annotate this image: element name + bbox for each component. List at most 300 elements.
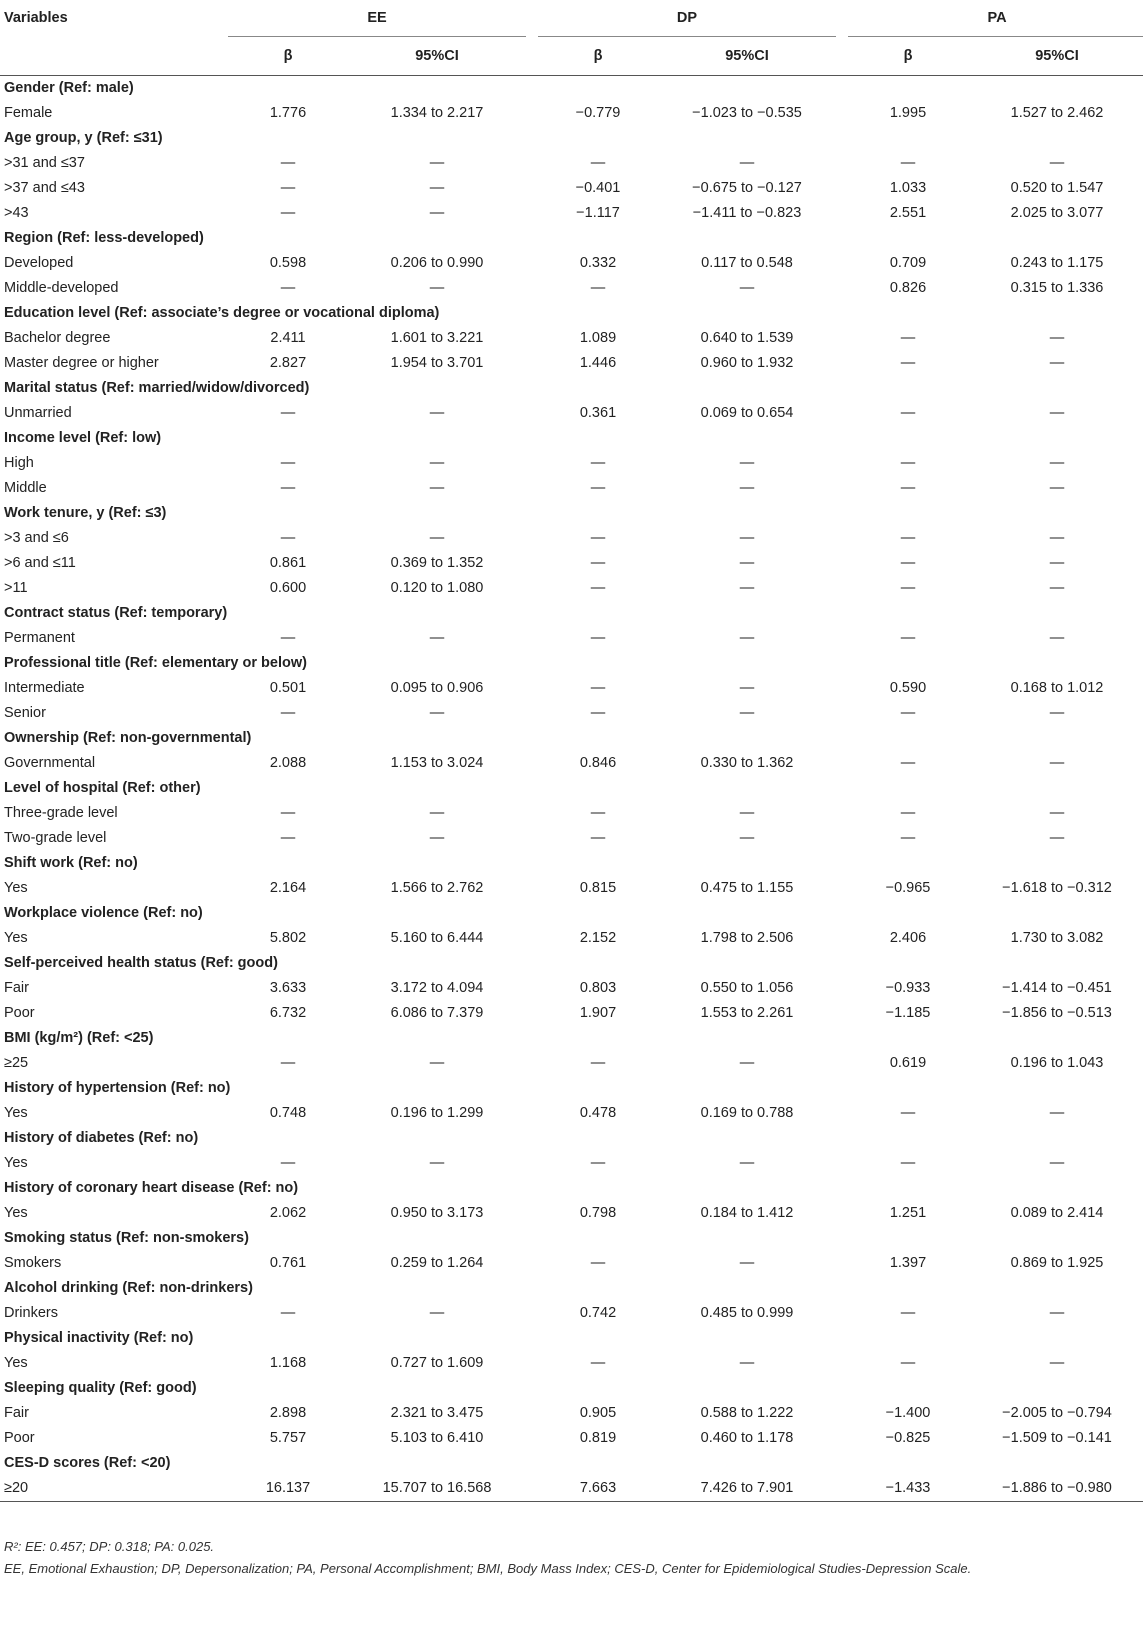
ee-beta-cell: —	[280, 805, 296, 821]
ee-ci-cell: 1.153 to 3.024	[390, 755, 484, 771]
dp-beta-cell: 7.663	[538, 1476, 658, 1502]
table-row	[0, 576, 1143, 601]
table-row	[0, 351, 1143, 376]
category-label: Education level (Ref: associate’s degree or vocational diploma)	[4, 305, 440, 321]
dp-ci-cell: 7.426 to 7.901	[658, 1476, 836, 1502]
table-row	[0, 201, 1143, 226]
dp-ci-cell: 0.184 to 1.412	[700, 1205, 794, 1221]
category-label: Smoking status (Ref: non-smokers)	[4, 1230, 249, 1246]
category-label: CES-D scores (Ref: <20)	[4, 1455, 171, 1471]
ee-ci-cell: 1.334 to 2.217	[390, 105, 484, 121]
ee-beta-cell: —	[280, 405, 296, 421]
sub-header-row	[0, 37, 1143, 76]
pa-beta-cell: 0.590	[889, 680, 927, 696]
pa-beta-cell: −1.433	[848, 1476, 968, 1502]
category-row	[0, 376, 1143, 401]
category-row	[0, 426, 1143, 451]
pa-ci-cell: 0.520 to 1.547	[1010, 180, 1104, 196]
dp-ci-cell: —	[739, 530, 755, 546]
dp-beta-cell: 1.089	[579, 330, 617, 346]
ee-ci-cell: 0.196 to 1.299	[390, 1105, 484, 1121]
ee-beta-cell: 0.748	[269, 1105, 307, 1121]
table-row	[0, 826, 1143, 851]
pa-ci-cell: —	[1049, 1105, 1065, 1121]
ee-ci-cell: —	[429, 180, 445, 196]
row-label: Bachelor degree	[4, 330, 111, 346]
row-label: Senior	[4, 705, 46, 721]
dp-beta-cell: −0.779	[575, 105, 621, 121]
pa-beta-cell: —	[900, 355, 916, 371]
dp-beta-cell: —	[590, 830, 606, 846]
pa-ci-cell: —	[1049, 580, 1065, 596]
dp-beta-cell: 0.798	[579, 1205, 617, 1221]
table-row	[0, 1201, 1143, 1226]
dp-beta-cell: 0.846	[579, 755, 617, 771]
table-row	[0, 151, 1143, 176]
pa-ci-cell: −1.414 to −0.451	[1002, 980, 1112, 996]
ee-beta-cell: 2.411	[270, 330, 306, 346]
pa-ci-cell: —	[1049, 480, 1065, 496]
pa-beta-cell: —	[900, 455, 916, 471]
row-label: ≥20	[0, 1476, 228, 1502]
pa-ci-cell: 1.527 to 2.462	[1010, 105, 1104, 121]
dp-ci-cell: —	[739, 1155, 755, 1171]
pa-ci-cell: −1.618 to −0.312	[1002, 880, 1112, 896]
row-label: Yes	[4, 930, 28, 946]
category-row	[0, 601, 1143, 626]
dp-ci-cell: —	[739, 1055, 755, 1071]
pa-ci-cell: —	[1049, 455, 1065, 471]
dp-beta-cell: 0.819	[579, 1430, 617, 1446]
row-label: Middle	[4, 480, 47, 496]
pa-ci-cell: 0.315 to 1.336	[1010, 280, 1104, 296]
dp-ci-cell: −1.411 to −0.823	[692, 205, 802, 221]
ee-beta-cell: —	[280, 830, 296, 846]
row-label: >11	[4, 580, 28, 596]
pa-beta-cell: —	[900, 155, 916, 171]
dp-ci-cell: 1.798 to 2.506	[700, 930, 794, 946]
row-label: High	[4, 455, 34, 471]
row-label: >31 and ≤37	[4, 155, 85, 171]
ee-beta-cell: 0.861	[269, 555, 307, 571]
ee-beta-cell: 3.633	[269, 980, 307, 996]
row-label: >6 and ≤11	[4, 555, 76, 571]
ee-beta-cell: —	[280, 280, 296, 296]
pa-ci-cell: —	[1049, 555, 1065, 571]
dp-beta-cell: —	[590, 155, 606, 171]
table-row	[0, 1151, 1143, 1176]
ee-beta-cell: —	[280, 180, 296, 196]
pa-ci-cell: —	[1049, 755, 1065, 771]
dp-beta-cell: 0.742	[579, 1305, 617, 1321]
ee-beta-cell: 2.088	[269, 755, 307, 771]
ee-beta-cell: 0.501	[269, 680, 307, 696]
ee-ci-cell: —	[429, 1155, 445, 1171]
category-row	[0, 776, 1143, 801]
row-label: ≥25	[4, 1055, 29, 1071]
table-row	[0, 1476, 1143, 1502]
category-row	[0, 1276, 1143, 1301]
category-label: Physical inactivity (Ref: no)	[4, 1330, 194, 1346]
pa-ci-cell: —	[1049, 705, 1065, 721]
dp-ci-cell: 0.169 to 0.788	[700, 1105, 794, 1121]
dp-ci-cell: 1.553 to 2.261	[700, 1005, 794, 1021]
category-label: History of coronary heart disease (Ref: no)	[4, 1180, 299, 1196]
row-label: Master degree or higher	[4, 355, 159, 371]
pa-beta-cell: −1.400	[885, 1405, 931, 1421]
dp-beta-cell: —	[590, 455, 606, 471]
pa-ci-cell: −2.005 to −0.794	[1002, 1405, 1112, 1421]
row-label: Two-grade level	[4, 830, 107, 846]
dp-ci-cell: —	[739, 580, 755, 596]
dp-ci-cell: —	[739, 280, 755, 296]
ee-beta-cell: 1.168	[269, 1355, 307, 1371]
row-label: >43	[4, 205, 29, 221]
ee-ci-cell: 6.086 to 7.379	[390, 1005, 484, 1021]
ee-beta-cell: —	[280, 155, 296, 171]
table-row	[0, 801, 1143, 826]
ee-beta-cell: 2.062	[269, 1205, 307, 1221]
table-row	[0, 926, 1143, 951]
row-label: Permanent	[4, 630, 75, 646]
category-row	[0, 1176, 1143, 1201]
dp-beta-cell: −0.401	[575, 180, 621, 196]
category-label: Shift work (Ref: no)	[4, 855, 138, 871]
category-row	[0, 651, 1143, 676]
dp-beta-cell: —	[590, 805, 606, 821]
ee-ci-cell: 2.321 to 3.475	[390, 1405, 484, 1421]
ee-beta-cell: 5.757	[269, 1430, 307, 1446]
ee-beta-cell: —	[280, 205, 296, 221]
row-label: >3 and ≤6	[4, 530, 69, 546]
category-label: Contract status (Ref: temporary)	[4, 605, 228, 621]
ee-ci-cell: —	[429, 405, 445, 421]
pa-ci-cell: 2.025 to 3.077	[1010, 205, 1104, 221]
pa-ci-cell: −1.509 to −0.141	[1002, 1430, 1112, 1446]
row-label: Developed	[4, 255, 74, 271]
ee-beta-cell: —	[280, 1055, 296, 1071]
pa-ci-cell: —	[1049, 630, 1065, 646]
dp-ci-header: 95%CI	[658, 37, 836, 76]
dp-beta-cell: 0.478	[579, 1105, 617, 1121]
table-row	[0, 401, 1143, 426]
pa-beta-cell: —	[900, 705, 916, 721]
table-row	[0, 526, 1143, 551]
category-label: BMI (kg/m²) (Ref: <25)	[4, 1030, 154, 1046]
dp-ci-cell: 0.588 to 1.222	[700, 1405, 794, 1421]
dp-beta-cell: —	[590, 280, 606, 296]
dp-ci-cell: —	[739, 1355, 755, 1371]
table-row	[0, 276, 1143, 301]
pa-beta-cell: 1.251	[889, 1205, 927, 1221]
dp-beta-cell: 0.815	[579, 880, 617, 896]
ee-ci-cell: 0.369 to 1.352	[390, 555, 484, 571]
ee-beta-cell: 16.137	[228, 1476, 348, 1502]
ee-ci-cell: 0.950 to 3.173	[390, 1205, 484, 1221]
category-row	[0, 126, 1143, 151]
ee-beta-cell: 5.802	[269, 930, 307, 946]
dp-beta-cell: 2.152	[579, 930, 617, 946]
dp-ci-cell: —	[739, 480, 755, 496]
category-row	[0, 1451, 1143, 1476]
dp-ci-cell: —	[739, 455, 755, 471]
dp-beta-cell: —	[590, 680, 606, 696]
table-row	[0, 451, 1143, 476]
dp-beta-cell: 0.361	[579, 405, 617, 421]
row-label: Drinkers	[4, 1305, 58, 1321]
dp-beta-cell: —	[590, 630, 606, 646]
pa-ci-cell: 0.243 to 1.175	[1010, 255, 1104, 271]
row-label: Female	[4, 105, 53, 121]
category-label: Alcohol drinking (Ref: non-drinkers)	[4, 1280, 253, 1296]
dp-beta-cell: —	[590, 1055, 606, 1071]
pa-ci-cell: —	[1049, 355, 1065, 371]
dp-ci-cell: 0.330 to 1.362	[700, 755, 794, 771]
ee-ci-cell: 5.103 to 6.410	[390, 1430, 484, 1446]
row-label: Fair	[4, 1405, 29, 1421]
ee-ci-cell: 0.727 to 1.609	[390, 1355, 484, 1371]
row-label: Unmarried	[4, 405, 72, 421]
category-row	[0, 1326, 1143, 1351]
ee-ci-cell: —	[429, 280, 445, 296]
table-row	[0, 476, 1143, 501]
pa-ci-cell: —	[1049, 330, 1065, 346]
pa-beta-cell: —	[900, 405, 916, 421]
dp-ci-cell: −0.675 to −0.127	[692, 180, 802, 196]
pa-beta-cell: 1.033	[889, 180, 927, 196]
dp-beta-cell: 1.907	[579, 1005, 617, 1021]
pa-beta-cell: —	[900, 330, 916, 346]
category-row	[0, 901, 1143, 926]
dp-ci-cell: —	[739, 1255, 755, 1271]
table-row	[0, 1426, 1143, 1451]
row-label: Yes	[4, 1355, 28, 1371]
dp-ci-cell: —	[739, 830, 755, 846]
table-row	[0, 1401, 1143, 1426]
pa-ci-cell: −1.856 to −0.513	[1002, 1005, 1112, 1021]
ee-ci-cell: 15.707 to 16.568	[348, 1476, 526, 1502]
category-row	[0, 1126, 1143, 1151]
category-label: Work tenure, y (Ref: ≤3)	[4, 505, 167, 521]
ee-ci-cell: 1.601 to 3.221	[390, 330, 484, 346]
dp-ci-cell: —	[739, 705, 755, 721]
ee-ci-cell: —	[429, 530, 445, 546]
dp-beta-cell: —	[590, 1355, 606, 1371]
ee-ci-cell: —	[429, 155, 445, 171]
dp-beta-header: β	[538, 37, 658, 76]
category-row	[0, 1226, 1143, 1251]
pa-beta-cell: —	[900, 530, 916, 546]
table-row	[0, 101, 1143, 126]
ee-beta-cell: 0.598	[269, 255, 307, 271]
dp-ci-cell: —	[739, 555, 755, 571]
dp-beta-cell: —	[590, 1155, 606, 1171]
pa-beta-cell: —	[900, 830, 916, 846]
pa-beta-cell: —	[900, 1355, 916, 1371]
dp-beta-cell: 0.803	[579, 980, 617, 996]
row-label: Yes	[4, 880, 28, 896]
table-row	[0, 1001, 1143, 1026]
ee-ci-cell: 5.160 to 6.444	[390, 930, 484, 946]
table-row	[0, 751, 1143, 776]
dp-ci-cell: 0.640 to 1.539	[700, 330, 794, 346]
category-label: Sleeping quality (Ref: good)	[4, 1380, 197, 1396]
pa-beta-cell: 1.995	[889, 105, 927, 121]
pa-ci-cell: 1.730 to 3.082	[1010, 930, 1104, 946]
pa-beta-cell: —	[900, 630, 916, 646]
pa-beta-cell: 2.406	[889, 930, 927, 946]
category-label: Marital status (Ref: married/widow/divorced)	[4, 380, 310, 396]
category-label: Workplace violence (Ref: no)	[4, 905, 203, 921]
pa-ci-cell: —	[1049, 155, 1065, 171]
table-footnotes	[4, 1536, 1134, 1580]
pa-ci-cell: —	[1049, 1155, 1065, 1171]
table-row	[0, 176, 1143, 201]
ee-ci-cell: 1.566 to 2.762	[390, 880, 484, 896]
pa-beta-cell: −1.185	[885, 1005, 931, 1021]
pa-ci-cell: 0.089 to 2.414	[1010, 1205, 1104, 1221]
pa-beta-cell: —	[900, 480, 916, 496]
dp-beta-cell: —	[590, 1255, 606, 1271]
dp-ci-cell: 0.550 to 1.056	[700, 980, 794, 996]
group-header-row	[0, 0, 1143, 37]
ee-ci-cell: 0.206 to 0.990	[390, 255, 484, 271]
table-row	[0, 551, 1143, 576]
row-label: Poor	[4, 1005, 35, 1021]
ee-beta-cell: —	[280, 630, 296, 646]
pa-beta-cell: 0.826	[889, 280, 927, 296]
ee-ci-cell: 3.172 to 4.094	[390, 980, 484, 996]
row-label: Three-grade level	[4, 805, 118, 821]
ee-ci-cell: —	[429, 455, 445, 471]
pa-beta-cell: 0.709	[889, 255, 927, 271]
row-label: Fair	[4, 980, 29, 996]
table-row	[0, 976, 1143, 1001]
row-label: Yes	[4, 1205, 28, 1221]
ee-ci-cell: —	[429, 805, 445, 821]
table-row	[0, 876, 1143, 901]
category-row	[0, 301, 1143, 326]
ee-ci-cell: 0.120 to 1.080	[390, 580, 484, 596]
row-label: Intermediate	[4, 680, 85, 696]
category-label: History of diabetes (Ref: no)	[4, 1130, 199, 1146]
pa-ci-cell: 0.869 to 1.925	[1010, 1255, 1104, 1271]
table-row	[0, 1051, 1143, 1076]
pa-group-header: PA	[848, 0, 1143, 37]
ee-group-header: EE	[228, 0, 526, 37]
row-label: Yes	[4, 1105, 28, 1121]
dp-ci-cell: −1.023 to −0.535	[692, 105, 802, 121]
category-row	[0, 951, 1143, 976]
ee-ci-cell: —	[429, 1055, 445, 1071]
dp-ci-cell: —	[739, 680, 755, 696]
table-row	[0, 676, 1143, 701]
category-label: Ownership (Ref: non-governmental)	[4, 730, 252, 746]
ee-ci-cell: —	[429, 480, 445, 496]
row-label: Middle-developed	[4, 280, 119, 296]
pa-ci-cell: —	[1049, 530, 1065, 546]
row-label: >37 and ≤43	[4, 180, 85, 196]
pa-beta-cell: —	[900, 1155, 916, 1171]
ee-beta-cell: 0.600	[269, 580, 307, 596]
pa-ci-cell: —	[1049, 1355, 1065, 1371]
ee-beta-header: β	[228, 37, 348, 76]
dp-ci-cell: 0.069 to 0.654	[700, 405, 794, 421]
ee-ci-cell: 1.954 to 3.701	[390, 355, 484, 371]
pa-ci-cell: —	[1049, 805, 1065, 821]
category-row	[0, 1076, 1143, 1101]
dp-ci-cell: —	[739, 630, 755, 646]
table-row	[0, 1101, 1143, 1126]
ee-ci-cell: —	[429, 205, 445, 221]
category-row	[0, 726, 1143, 751]
dp-ci-cell: 0.460 to 1.178	[700, 1430, 794, 1446]
dp-beta-cell: −1.117	[576, 205, 620, 221]
ee-beta-cell: 1.776	[269, 105, 307, 121]
dp-ci-cell: 0.960 to 1.932	[700, 355, 794, 371]
pa-ci-cell: —	[1049, 405, 1065, 421]
ee-beta-cell: 2.164	[269, 880, 307, 896]
pa-ci-cell: 0.168 to 1.012	[1010, 680, 1104, 696]
ee-beta-cell: —	[280, 530, 296, 546]
abbreviations-note: EE, Emotional Exhaustion; DP, Depersonalization; PA, Personal Accomplishment; BMI, Body Mass Index; CES-D, Center for Epidemiological Studies-Depression Scale.	[4, 1561, 972, 1576]
dp-ci-cell: —	[739, 805, 755, 821]
category-label: History of hypertension (Ref: no)	[4, 1080, 231, 1096]
category-label: Gender (Ref: male)	[4, 80, 134, 96]
ee-beta-cell: —	[280, 480, 296, 496]
ee-beta-cell: 0.761	[269, 1255, 307, 1271]
variables-header: Variables	[4, 10, 68, 27]
dp-beta-cell: —	[590, 555, 606, 571]
pa-ci-cell: 0.196 to 1.043	[1010, 1055, 1104, 1071]
dp-ci-cell: 0.475 to 1.155	[700, 880, 794, 896]
table-row	[0, 326, 1143, 351]
table-row	[0, 1251, 1143, 1276]
category-label: Professional title (Ref: elementary or below)	[4, 655, 307, 671]
ee-beta-cell: —	[280, 1305, 296, 1321]
pa-beta-cell: 0.619	[889, 1055, 927, 1071]
table-body	[0, 76, 1143, 1502]
category-row	[0, 226, 1143, 251]
pa-beta-cell: —	[900, 580, 916, 596]
row-label: Governmental	[4, 755, 96, 771]
pa-beta-cell: −0.825	[885, 1430, 931, 1446]
ee-ci-cell: —	[429, 705, 445, 721]
row-label: Yes	[4, 1155, 28, 1171]
dp-ci-cell: 0.485 to 0.999	[700, 1305, 794, 1321]
row-label: Smokers	[4, 1255, 62, 1271]
dp-beta-cell: 1.446	[579, 355, 617, 371]
pa-beta-cell: 2.551	[889, 205, 927, 221]
category-label: Age group, y (Ref: ≤31)	[4, 130, 163, 146]
dp-beta-cell: 0.332	[579, 255, 617, 271]
pa-beta-cell: —	[900, 805, 916, 821]
category-label: Level of hospital (Ref: other)	[4, 780, 201, 796]
pa-beta-cell: —	[900, 1305, 916, 1321]
dp-ci-cell: 0.117 to 0.548	[701, 255, 793, 271]
pa-beta-cell: −0.965	[885, 880, 931, 896]
ee-ci-header: 95%CI	[348, 37, 526, 76]
category-row	[0, 501, 1143, 526]
category-label: Self-perceived health status (Ref: good)	[4, 955, 278, 971]
ee-beta-cell: —	[280, 705, 296, 721]
table-row	[0, 626, 1143, 651]
dp-beta-cell: —	[590, 705, 606, 721]
ee-ci-cell: 0.259 to 1.264	[390, 1255, 484, 1271]
dp-group-header: DP	[538, 0, 836, 37]
pa-beta-header: β	[848, 37, 968, 76]
ee-beta-cell: —	[280, 1155, 296, 1171]
